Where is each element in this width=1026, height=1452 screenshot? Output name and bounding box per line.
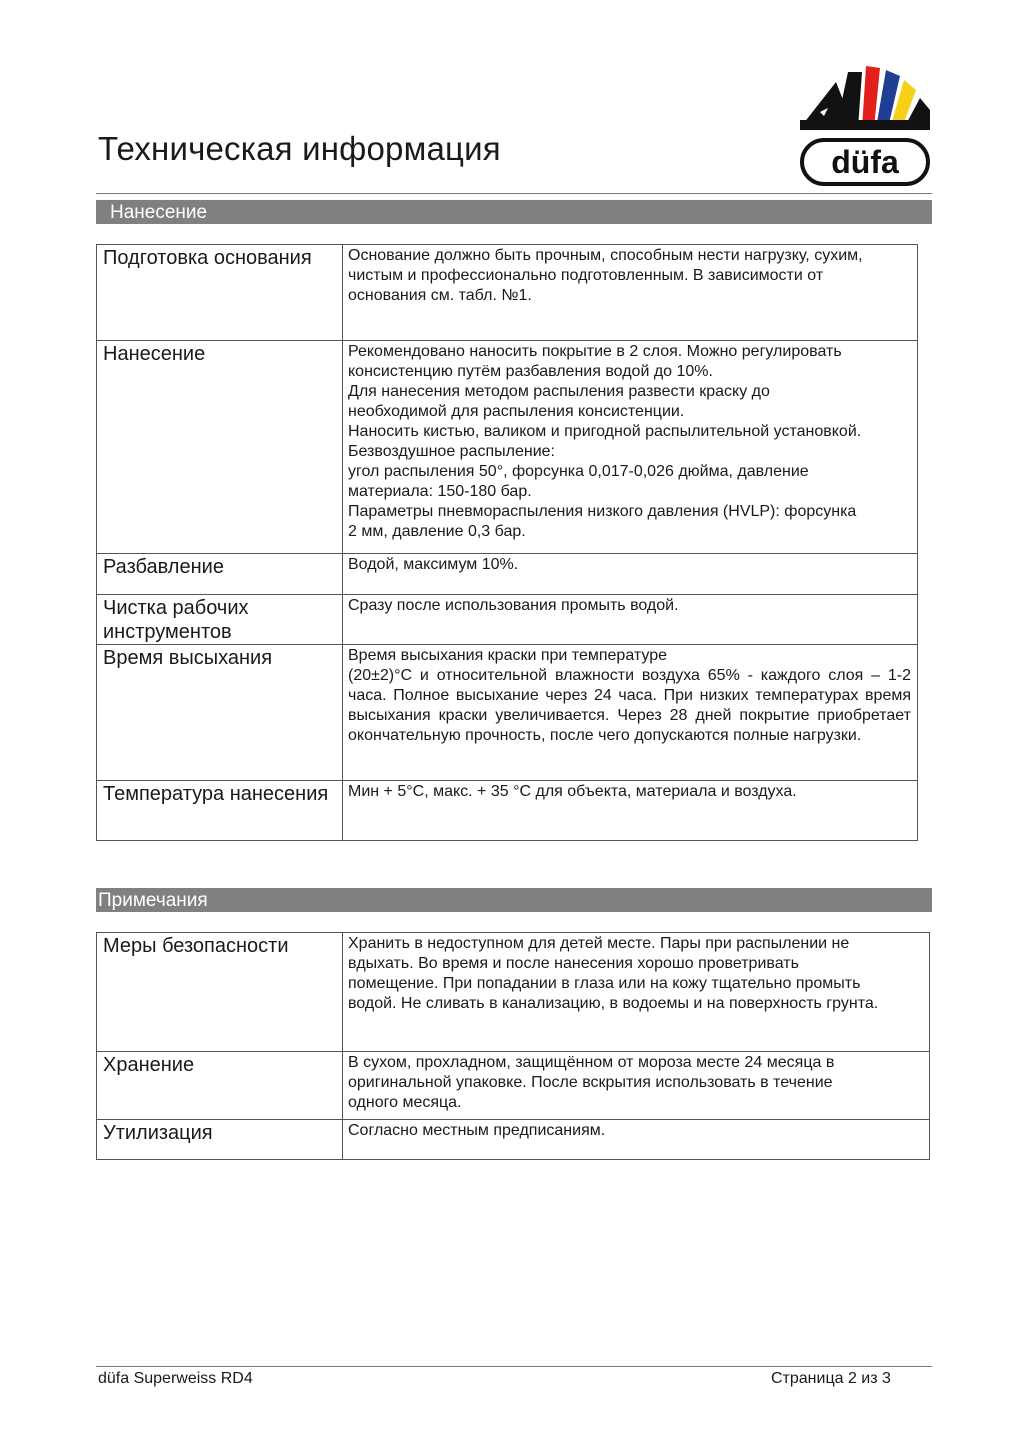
row-value: Водой, максимум 10%. bbox=[343, 554, 918, 595]
section-header-application bbox=[96, 200, 932, 224]
row-value: Согласно местным предписаниям. bbox=[343, 1120, 930, 1160]
footer-page-number: Страница 2 из 3 bbox=[771, 1370, 891, 1387]
section-title: Примечания bbox=[98, 890, 208, 911]
section-header-notes bbox=[96, 888, 932, 912]
table-row bbox=[97, 1120, 930, 1160]
row-value: Рекомендовано наносить покрытие в 2 слоя. Можно регулировать консистенцию путём разбавления водой до 10%. Для нанесения методом распыления развести краску до необходимой для распыления консистенции. Наносить кистью, валиком и пригодной распылительной установкой. Безвоздушное распыление: угол распыления 50°, форсунка 0,017-0,026 дюйма, давление материала: 150-180 бар. Параметры пневмораспыления низкого давления (HVLP): форсунка 2 мм, давление 0,3 бар. bbox=[343, 341, 918, 554]
title-divider bbox=[96, 193, 932, 194]
logo-wordmark: düfa bbox=[831, 144, 899, 180]
row-label: Разбавление bbox=[97, 554, 343, 595]
table-row bbox=[97, 933, 930, 1052]
dufa-logo bbox=[796, 60, 934, 190]
row-label: Нанесение bbox=[97, 341, 343, 554]
row-value: В сухом, прохладном, защищённом от мороза месте 24 месяца в оригинальной упаковке. После вскрытия использовать в течение одного месяца. bbox=[343, 1052, 930, 1120]
row-label: Меры безопасности bbox=[97, 933, 343, 1052]
table-row bbox=[97, 245, 918, 341]
table-row bbox=[97, 1052, 930, 1120]
row-value: Сразу после использования промыть водой. bbox=[343, 595, 918, 645]
table-row bbox=[97, 781, 918, 841]
row-value: Основание должно быть прочным, способным нести нагрузку, сухим, чистым и профессионально подготовленным. В зависимости от основания см. табл. №1. bbox=[343, 245, 918, 341]
row-value: Хранить в недоступном для детей месте. Пары при распылении не вдыхать. Во время и после нанесения хорошо проветривать помещение. При попадании в глаза или на кожу тщательно промыть водой. Не сливать в канализацию, в водоемы и на поверхность грунта. bbox=[343, 933, 930, 1052]
row-value: Время высыхания краски при температуре (20±2)°С и относительной влажности воздуха 65% - каждого слоя – 1-2 часа. Полное высыхание через 24 часа. При низких температурах время высыхания краски увеличивается. Через 28 дней покрытие приобретает окончательную прочность, после чего допускаются полные нагрузки. bbox=[343, 645, 918, 781]
row-label: Время высыхания bbox=[97, 645, 343, 781]
logo-fan bbox=[800, 66, 930, 130]
row-label: Утилизация bbox=[97, 1120, 343, 1160]
table-row bbox=[97, 554, 918, 595]
application-table bbox=[96, 244, 918, 841]
row-label: Подготовка основания bbox=[97, 245, 343, 341]
table-row bbox=[97, 645, 918, 781]
row-label: Температура нанесения bbox=[97, 781, 343, 841]
table-row bbox=[97, 341, 918, 554]
footer-product-name: düfa Superweiss RD4 bbox=[98, 1370, 253, 1387]
row-label: Хранение bbox=[97, 1052, 343, 1120]
row-value: Мин + 5°С, макс. + 35 °С для объекта, материала и воздуха. bbox=[343, 781, 918, 841]
row-label: Чистка рабочих инструментов bbox=[97, 595, 343, 645]
page-title: Техническая информация bbox=[98, 130, 501, 167]
footer-divider bbox=[96, 1366, 932, 1367]
table-row bbox=[97, 595, 918, 645]
notes-table bbox=[96, 932, 930, 1160]
section-title: Нанесение bbox=[110, 202, 208, 223]
